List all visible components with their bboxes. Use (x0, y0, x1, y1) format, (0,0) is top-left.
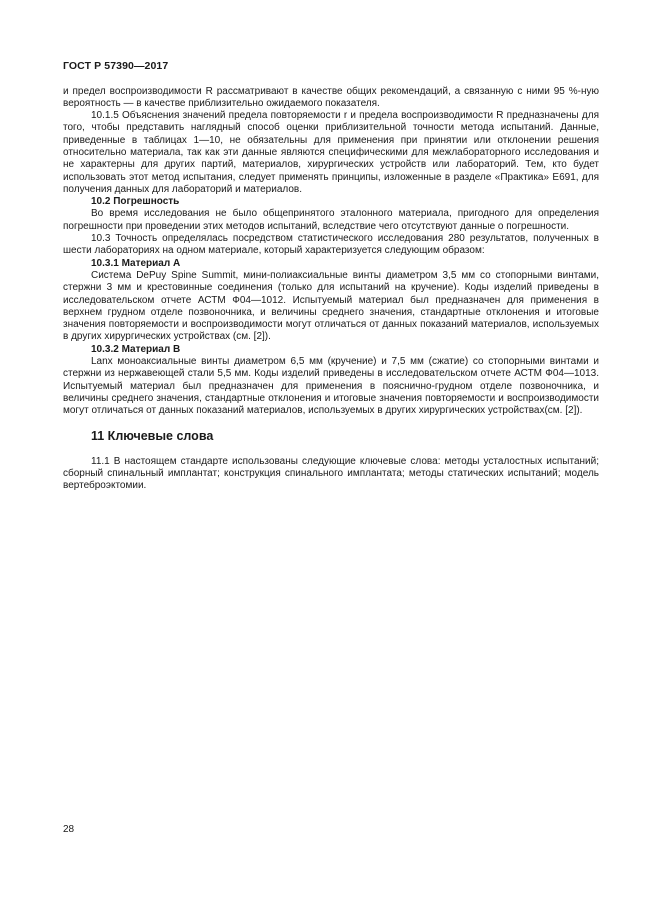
heading-10-3-2: 10.3.2 Материал В (91, 343, 181, 355)
paragraph-material-b: Lanx моноаксиальные винты диаметром 6,5 мм (кручение) и 7,5 мм (сжатие) со стопорными винтами и стержни из нержавеющей стали 5,5 мм. Коды изделий приведены в исследовательском отчете АСТМ Ф04—1013. Испытуемый материал был предназначен для применения в пояснично-грудном отделе позвоночника, и величины среднего значения, стандартные отклонения и итоговые значения повторяемости и воспроизводимости могут отличаться от данных показаний материалов, используемых в других хирургических устройствах(см. [2]). (63, 356, 599, 417)
document-body (63, 86, 599, 493)
section-11-heading: 11 Ключевые слова (91, 428, 214, 443)
paragraph-10-1-5: 10.1.5 Объяснения значений предела повторяемости r и предела воспроизводимости R предназначены для того, чтобы представить наглядный способ оценки приблизительной точности метода испытаний. Данные, приведенные в таблицах 1—10, не обязательны для применения при принятии или отклонении решения относительно материала, так как эти данные являются специфическими для межлабораторного исследования и не характерны для других партий, материалов, хирургических устройств или лабораторий. Тем, кто будет использовать этот метод испытания, следует применять принципы, изложенные в разделе «Практика» Е691, для получения данных для лабораторий и материалов. (63, 110, 599, 195)
paragraph-continuation: и предел воспроизводимости R рассматривают в качестве общих рекомендаций, а связанную с ними 95 %-ную вероятность — в качестве приблизительно ожидаемого показателя. (63, 85, 599, 109)
paragraph-bias: Во время исследования не было общепринятого эталонного материала, пригодного для определения погрешности при проведении этих методов испытаний, вследствие чего отсутствуют данные о погрешности. (63, 208, 599, 232)
document-header: ГОСТ Р 57390—2017 (63, 60, 169, 72)
heading-10-2: 10.2 Погрешность (91, 196, 180, 208)
paragraph-11-1: 11.1 В настоящем стандарте использованы следующие ключевые слова: методы усталостных испытаний; сборный спинальный имплантат; конструкция спинального имплантата; методы статических испытаний; модель вертеброэктомии. (63, 455, 599, 492)
page-number: 28 (63, 824, 75, 835)
paragraph-material-a: Система DePuy Spine Summit, мини-полиаксиальные винты диаметром 3,5 мм со стопорными винтами, стержни 3 мм и крестовинные соединения (только для испытаний на кручение). Коды изделий приведены в исследовательском отчете АСТМ Ф04—1012. Испытуемый материал был предназначен для применения в верхнем грудном отделе позвоночника, и величины среднего значения, стандартные отклонения и итоговые значения повторяемости и воспроизводимости могут отличаться от данных показаний материалов, используемых в других хирургических устройствах (см. [2]). (63, 269, 599, 343)
heading-10-3-1: 10.3.1 Материал А (91, 257, 181, 269)
paragraph-10-3: 10.3 Точность определялась посредством статистического исследования 280 результатов, полученных в шести лабораториях на одном материале, который характеризуется следующим образом: (63, 233, 599, 257)
